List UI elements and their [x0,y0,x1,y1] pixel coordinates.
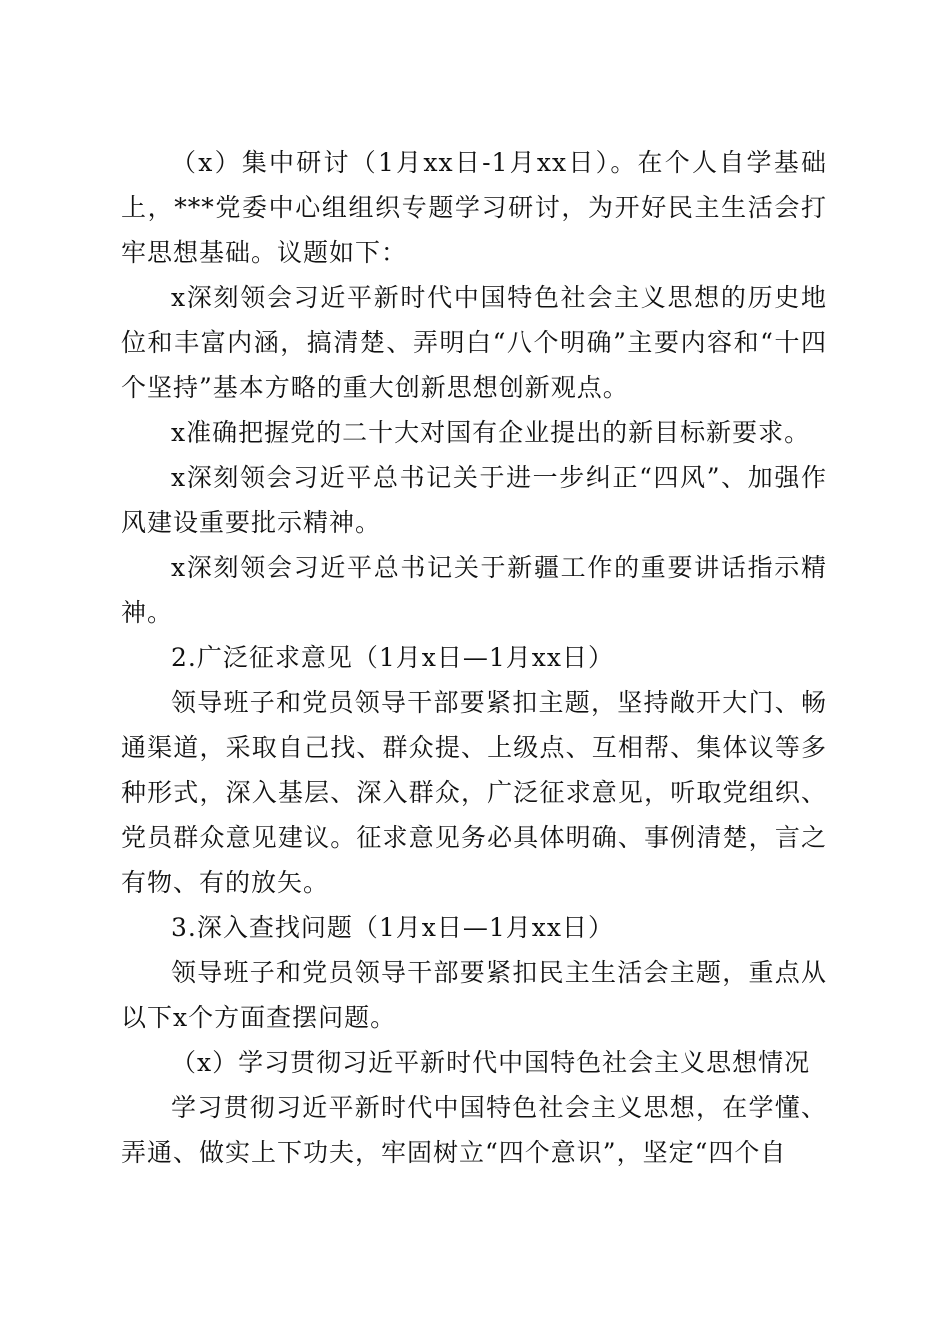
paragraph-topic-4: x深刻领会习近平总书记关于新疆工作的重要讲话指示精神。 [121,553,827,627]
paragraph-topic-1: x深刻领会习近平新时代中国特色社会主义思想的历史地位和丰富内涵，搞清楚、弄明白“八个明确”主要内容和“十四个坚持”基本方略的重大创新思想创新观点。 [121,283,827,402]
paragraph-topic-3: x深刻领会习近平总书记关于进一步纠正“四风”、加强作风建设重要批示精神。 [121,463,827,537]
paragraph-study-session: （x）集中研讨（1月xx日-1月xx日）。在个人自学基础上，***党委中心组组织专题学习研讨，为开好民主生活会打牢思想基础。议题如下： [121,148,827,267]
paragraph-find-problems: 领导班子和党员领导干部要紧扣民主生活会主题，重点从以下x个方面查摆问题。 [121,958,827,1032]
paragraph-study-thought: 学习贯彻习近平新时代中国特色社会主义思想，在学懂、弄通、做实上下功夫，牢固树立“四个意识”，坚定“四个自 [121,1093,827,1167]
subsection-heading-study-thought: （x）学习贯彻习近平新时代中国特色社会主义思想情况 [171,1048,811,1077]
paragraph-solicit-opinions: 领导班子和党员领导干部要紧扣主题，坚持敞开大门、畅通渠道，采取自己找、群众提、上级点、互相帮、集体议等多种形式，深入基层、深入群众，广泛征求意见，听取党组织、党员群众意见建议。征求意见务必具体明确、事例清楚，言之有物、有的放矢。 [121,688,827,897]
paragraph-topic-2: x准确把握党的二十大对国有企业提出的新目标新要求。 [171,418,811,447]
section-heading-find-problems: 3.深入查找问题（1月x日—1月xx日） [171,913,614,942]
section-heading-solicit-opinions: 2.广泛征求意见（1月x日—1月xx日） [171,643,614,672]
document-body [121,140,827,1175]
